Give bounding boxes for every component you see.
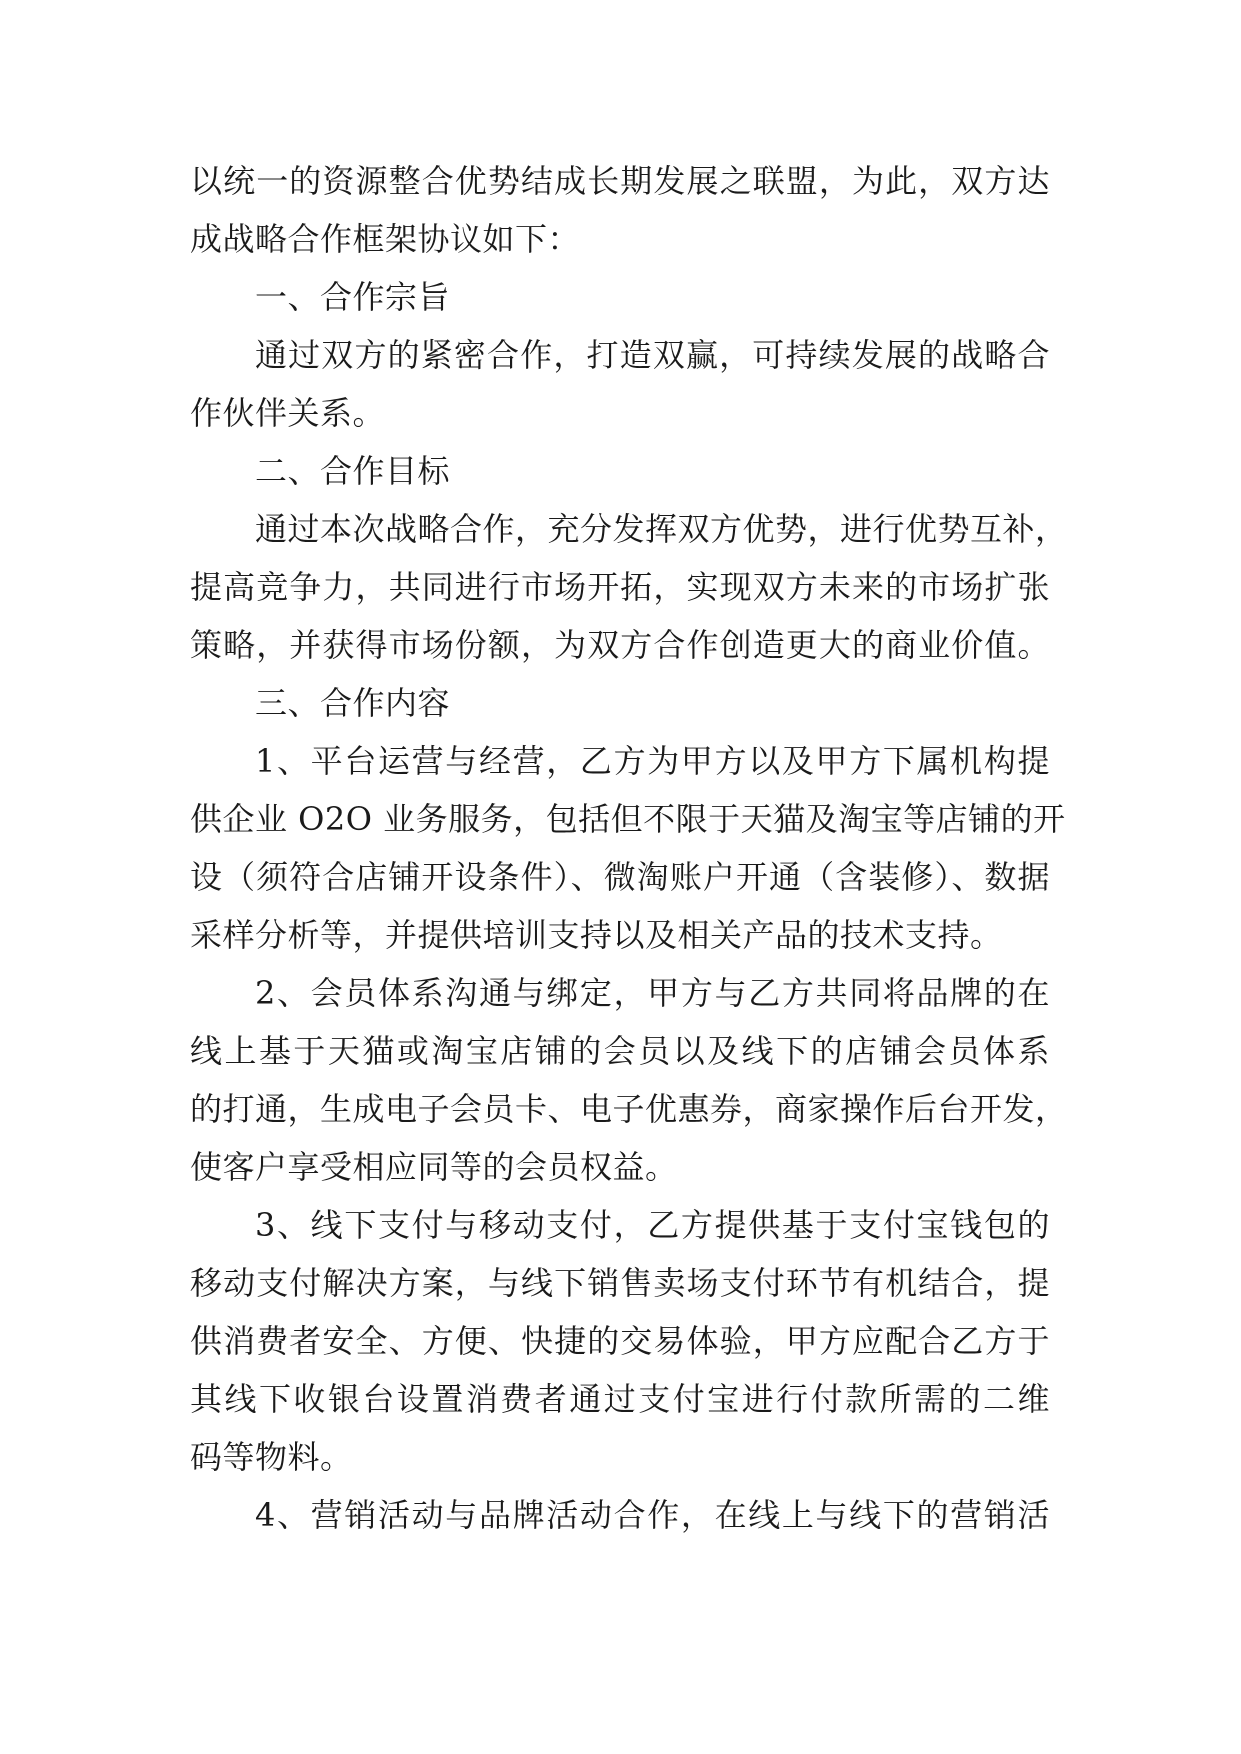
paragraph-line: 其线下收银台设置消费者通过支付宝进行付款所需的二维: [190, 1380, 1050, 1418]
paragraph-line: 供消费者安全、方便、快捷的交易体验，甲方应配合乙方于: [190, 1322, 1050, 1360]
paragraph-line: 作伙伴关系。: [190, 394, 386, 432]
paragraph-line: 2、会员体系沟通与绑定，甲方与乙方共同将品牌的在: [255, 974, 1050, 1012]
paragraph-line: 采样分析等，并提供培训支持以及相关产品的技术支持。: [190, 916, 1003, 954]
paragraph-line: 3、线下支付与移动支付，乙方提供基于支付宝钱包的: [255, 1206, 1050, 1244]
paragraph-line: 的打通，生成电子会员卡、电子优惠券，商家操作后台开发，: [190, 1090, 1068, 1128]
paragraph-line: 1、平台运营与经营，乙方为甲方以及甲方下属机构提: [255, 742, 1050, 780]
paragraph-line: 策略，并获得市场份额，为双方合作创造更大的商业价值。: [190, 626, 1050, 664]
section-heading: 二、合作目标: [255, 452, 451, 490]
paragraph-line: 使客户享受相应同等的会员权益。: [190, 1148, 678, 1186]
section-heading: 一、合作宗旨: [255, 278, 451, 316]
section-heading: 三、合作内容: [255, 684, 451, 722]
paragraph-line: 通过双方的紧密合作，打造双赢，可持续发展的战略合: [255, 336, 1050, 374]
paragraph-line: 码等物料。: [190, 1438, 353, 1476]
paragraph-line: 4、营销活动与品牌活动合作，在线上与线下的营销活: [255, 1496, 1050, 1534]
paragraph-line: 提高竞争力，共同进行市场开拓，实现双方未来的市场扩张: [190, 568, 1050, 606]
paragraph-line: 供企业 O2O 业务服务，包括但不限于天猫及淘宝等店铺的开: [190, 800, 1066, 838]
paragraph-line: 通过本次战略合作，充分发挥双方优势，进行优势互补，: [255, 510, 1068, 548]
paragraph-line: 线上基于天猫或淘宝店铺的会员以及线下的店铺会员体系: [190, 1032, 1050, 1070]
paragraph-line: 移动支付解决方案，与线下销售卖场支付环节有机结合，提: [190, 1264, 1050, 1302]
paragraph-line: 设（须符合店铺开设条件）、微淘账户开通（含装修）、数据: [190, 858, 1050, 896]
paragraph-line: 以统一的资源整合优势结成长期发展之联盟，为此，双方达: [190, 162, 1050, 200]
paragraph-line: 成战略合作框架协议如下：: [190, 220, 581, 258]
